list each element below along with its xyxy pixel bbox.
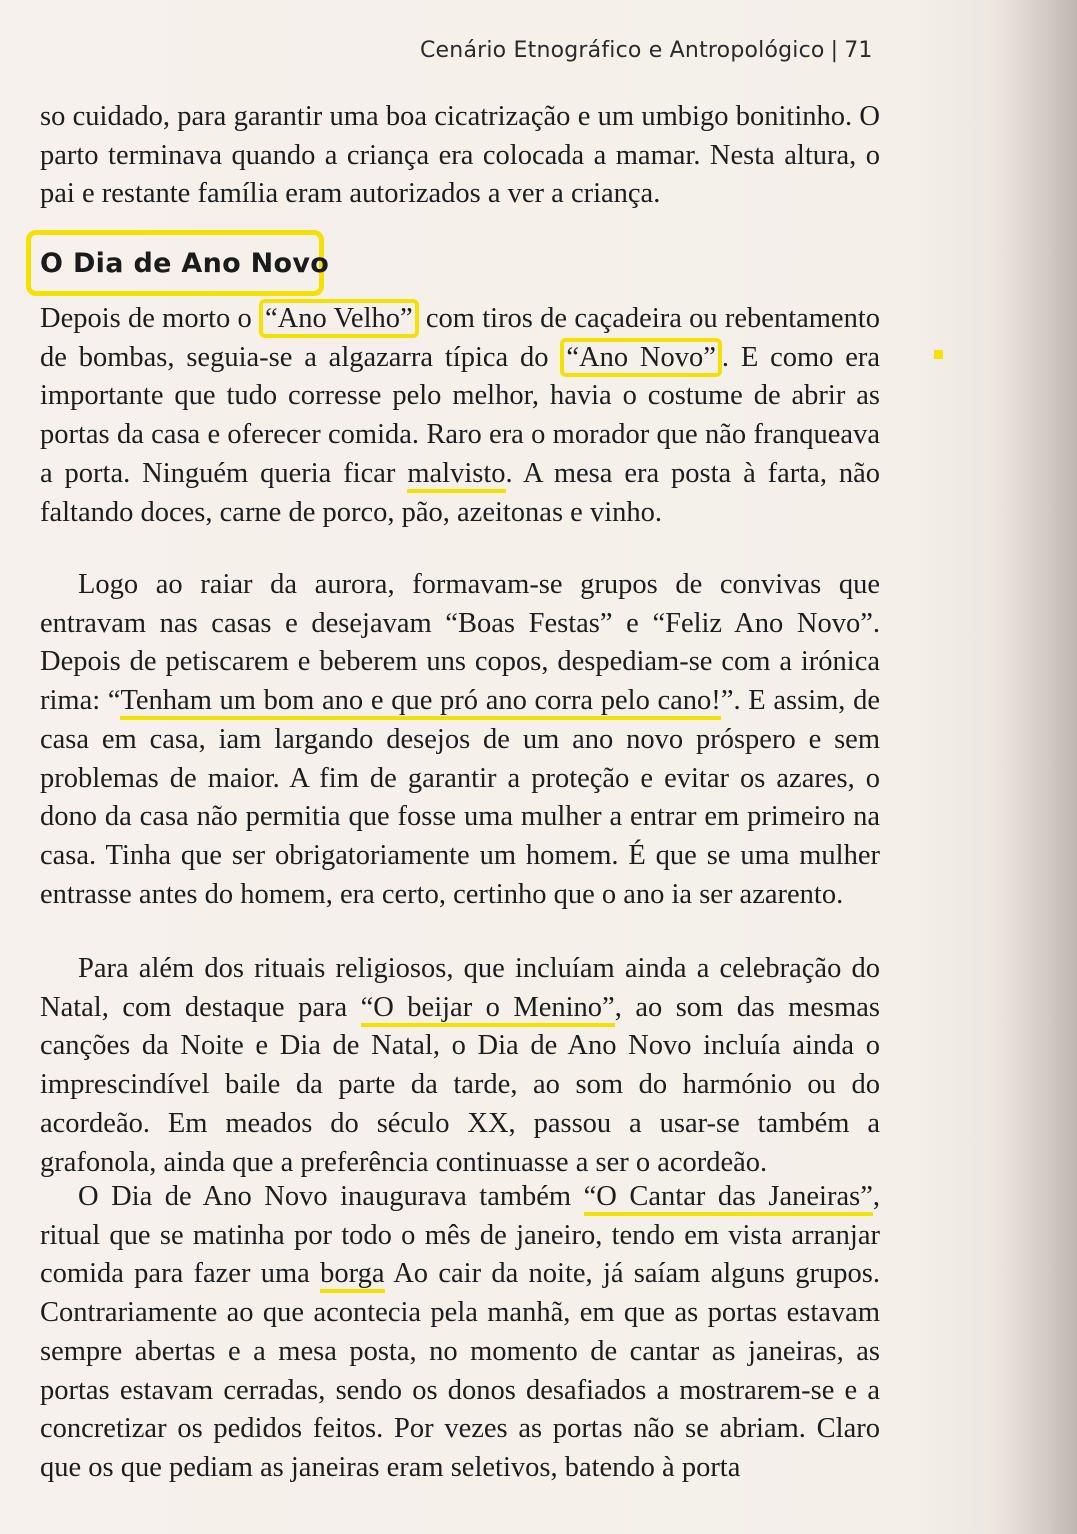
- paragraph-4-text: , ritual que se matinha por todo o mês de janeiro, tendo em vista arranjar comida para fazer uma: [40, 1181, 880, 1290]
- paragraph-1-text: com tiros de caçadeira ou rebentamento de bombas, seguia-se a algazarra típica do: [40, 303, 880, 373]
- underline-borga: borga: [320, 1258, 384, 1293]
- section-heading: O Dia de Ano Novo: [40, 248, 330, 279]
- intro-paragraph: [40, 98, 880, 214]
- paragraph-2: [40, 566, 880, 914]
- page-gutter-shadow: [995, 0, 1077, 1534]
- highlight-ano-novo: “Ano Novo”: [560, 338, 722, 377]
- paragraph-2-text: ”. E assim, de casa em casa, iam largando desejos de um ano novo próspero e sem problemas de maior. A fim de garantir a proteção e evitar os azares, o dono da casa não permitia que fosse uma mulher a entrar em primeiro na casa. Tinha que ser obrigatoriamente um homem. É que se uma mulher entrasse antes do homem, era certo, certinho que o ano ia ser azarento.: [40, 685, 880, 910]
- paragraph-3-text: Para além dos rituais religiosos, que incluíam ainda a celebração do Natal, com destaque para: [40, 953, 880, 1023]
- paragraph-1-text: . E como era importante que tudo corresse pelo melhor, havia o costume de abrir as portas da casa e oferecer comida. Raro era o morador que não franqueava a porta. Ninguém queria ficar: [40, 341, 880, 489]
- running-title: Cenário Etnográfico e Antropológico: [420, 38, 825, 63]
- paragraph-4-text: O Dia de Ano Novo inaugurava também: [78, 1181, 584, 1212]
- paragraph-3-text: , ao som das mesmas canções da Noite e Dia de Natal, o Dia de Ano Novo incluía ainda o imprescindível baile da parte da tarde, ao som do harmónio ou do acordeão. Em meados do século XX, passou a usar-se também a grafonola, ainda que a preferência continuasse a ser o acordeão.: [40, 991, 880, 1178]
- underline-cantar-janeiras: “O Cantar das Janeiras”: [584, 1181, 873, 1216]
- highlight-ano-velho: “Ano Velho”: [259, 299, 419, 338]
- underline-malvisto: malvisto: [407, 458, 505, 493]
- running-header: [420, 38, 873, 63]
- page-number: 71: [844, 38, 873, 63]
- paragraph-2-text: Logo ao raiar da aurora, formavam-se grupos de convivas que entravam nas casas e desejavam “Boas Festas” e “Feliz Ano Novo”. Depois de petiscarem e beberem uns copos, despediam-se com a irónica rima: “: [40, 569, 880, 717]
- underline-beijar-menino: “O beijar o Menino”: [361, 992, 615, 1027]
- paragraph-4-text: Ao cair da noite, já saíam alguns grupos. Contrariamente ao que acontecia pela manhã, em que as portas estavam sempre abertas e a mesa posta, no momento de cantar as janeiras, as portas estavam cerradas, sendo os donos desafiados a mostrarem-se e a concretizar os pedidos feitos. Por vezes as portas não se abriam. Claro que os que pediam as janeiras eram seletivos, batendo à porta: [40, 1258, 880, 1483]
- paragraph-1: [40, 300, 880, 532]
- paragraph-1-text: . A mesa era posta à farta, não faltando doces, carne de porco, pão, azeitonas e vinho.: [40, 457, 880, 528]
- intro-paragraph-text: so cuidado, para garantir uma boa cicatrização e um umbigo bonitinho. O parto terminava quando a criança era colocada a mamar. Nesta altura, o pai e restante família eram autorizados a ver a criança.: [40, 101, 880, 210]
- paragraph-1-text: Depois de morto o: [40, 303, 260, 334]
- underline-rhyme: Tenham um bom ano e que pró ano corra pelo cano!: [120, 685, 720, 720]
- highlight-mark: [934, 350, 943, 359]
- paragraph-4: [40, 1178, 880, 1488]
- paragraph-3: [40, 950, 880, 1182]
- header-separator: |: [830, 38, 839, 63]
